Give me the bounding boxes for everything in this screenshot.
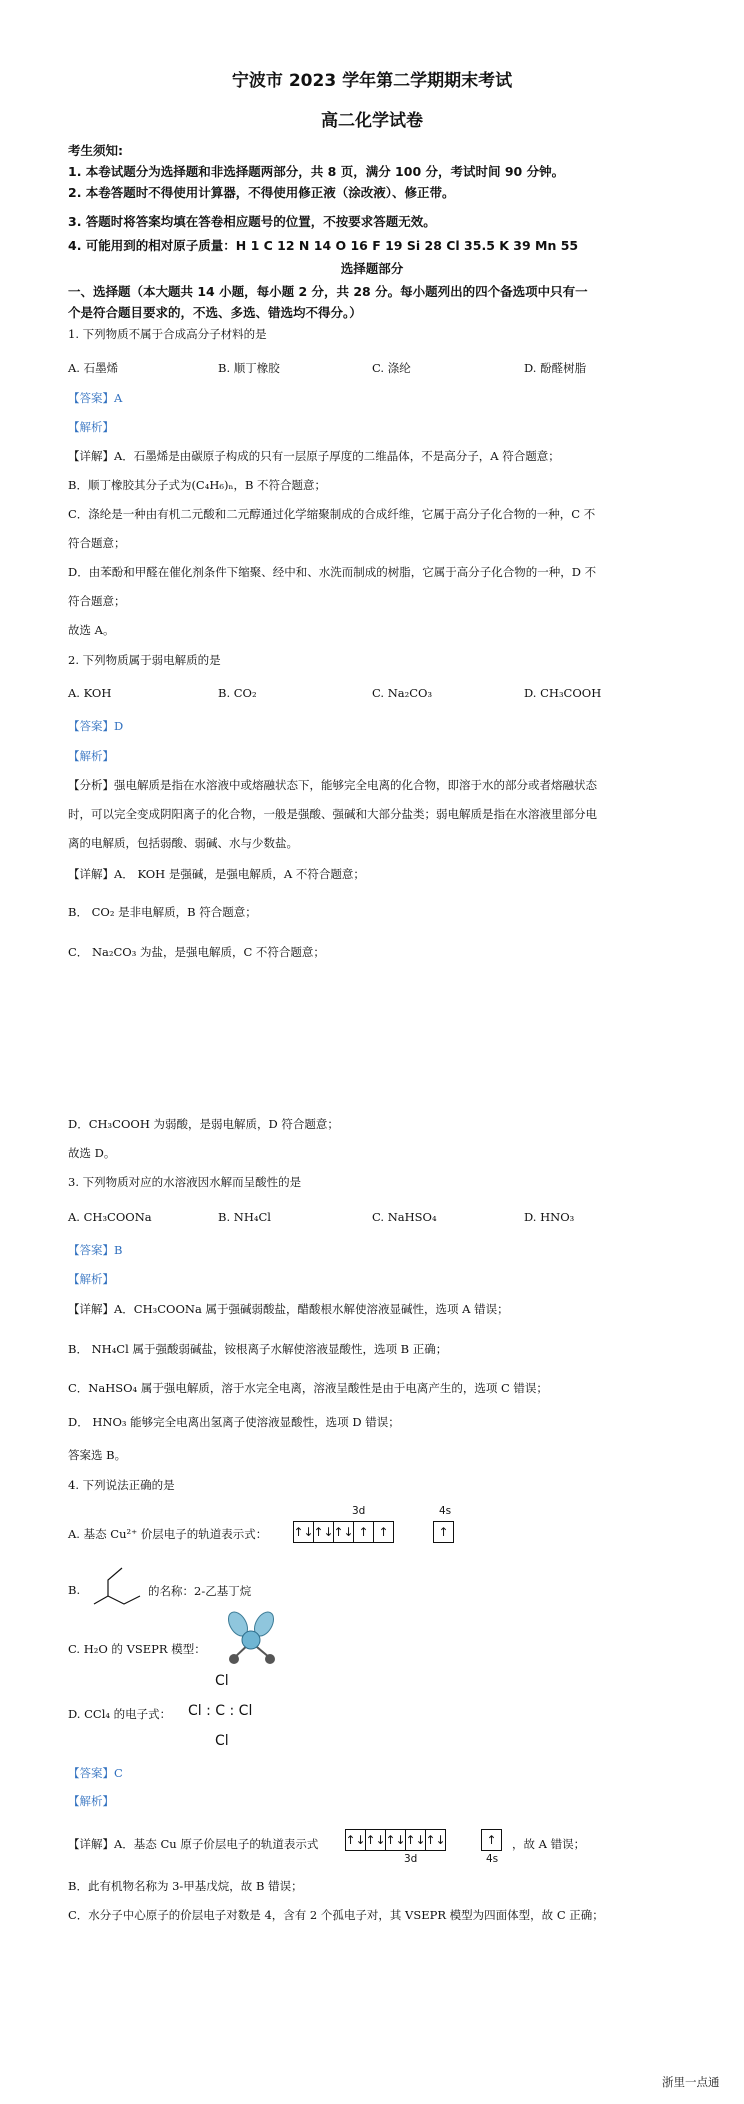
q3-option-a: A. CH₃COONa <box>68 1210 152 1224</box>
q2-detail-4: D．CH₃COOH 为弱酸，是弱电解质，D 符合题意； <box>68 1117 339 1131</box>
section-heading-line2: 个是符合题目要求的，不选、多选、错选均不得分。） <box>68 305 362 320</box>
notice-item-3: 3. 答题时将答案均填在答卷相应题号的位置，不按要求答题无效。 <box>68 214 436 229</box>
q3-option-b: B. NH₄Cl <box>218 1210 271 1224</box>
orbital-3d-label-detail: 3d <box>404 1853 418 1865</box>
q1-jiexi: 【解析】 <box>68 420 114 434</box>
orbital-diagram-detail-4s <box>482 1829 502 1851</box>
q4-option-b: 的名称：2-乙基丁烷 <box>148 1584 252 1598</box>
q1-detail-3: C．涤纶是一种由有机二元酸和二元醇通过化学缩聚制成的合成纤维，它属于高分子化合物的一种，C 不 <box>68 507 596 521</box>
orbital-box: ↑↓ <box>385 1829 406 1851</box>
orbital-box: ↑↓ <box>333 1521 354 1543</box>
q4-option-d: D. CCl₄ 的电子式： <box>68 1707 172 1721</box>
q2-detail-1: 【详解】A． KOH 是强碱，是强电解质，A 不符合题意； <box>68 867 365 881</box>
q3-detail-5: 答案选 B。 <box>68 1448 127 1462</box>
q1-detail-1: 【详解】A．石墨烯是由碳原子构成的只有一层原子厚度的二维晶体，不是高分子，A 符合题意； <box>68 449 560 463</box>
exam-title: 宁波市 2023 学年第二学期期末考试 <box>231 71 513 91</box>
q2-analysis-3: 离的电解质，包括弱酸、弱碱、水与少数盐。 <box>68 836 298 850</box>
q2-detail-3: C． Na₂CO₃ 为盐，是强电解质，C 不符合题意； <box>68 945 325 959</box>
section-heading-line1: 一、选择题（本大题共 14 小题，每小题 2 分，共 28 分。每小题列出的四个备选项中只有一 <box>68 284 588 299</box>
q2-option-c: C. Na₂CO₃ <box>372 686 433 700</box>
q1-detail-2: B．顺丁橡胶其分子式为(C₄H₆)ₙ，B 不符合题意； <box>68 478 327 492</box>
vsepr-model-icon <box>222 1608 282 1668</box>
lewis-cl-bottom: Cl <box>215 1733 229 1749</box>
orbital-diagram-detail <box>346 1829 446 1851</box>
q3-jiexi: 【解析】 <box>68 1272 114 1286</box>
q2-analysis-2: 时，可以完全变成阴阳离子的化合物，一般是强酸、强碱和大部分盐类；弱电解质是指在水溶液里部分电 <box>68 807 597 821</box>
orbital-box: ↑↓ <box>293 1521 314 1543</box>
q1-stem: 1. 下列物质不属于合成高分子材料的是 <box>68 327 267 341</box>
q4-option-c: C. H₂O 的 VSEPR 模型： <box>68 1642 206 1656</box>
orbital-box: ↑ <box>481 1829 502 1851</box>
q4-answer: 【答案】C <box>68 1766 123 1780</box>
lewis-cl-top: Cl <box>215 1673 229 1689</box>
q2-jiexi: 【解析】 <box>68 749 114 763</box>
q3-detail-1: 【详解】A．CH₃COONa 属于强碱弱酸盐，醋酸根水解使溶液显碱性，选项 A 错误； <box>68 1302 509 1316</box>
orbital-3d-label: 3d <box>352 1505 366 1517</box>
q3-stem: 3. 下列物质对应的水溶液因水解而呈酸性的是 <box>68 1175 302 1189</box>
q1-option-b: B. 顺丁橡胶 <box>218 361 280 375</box>
notice-item-4: 4. 可能用到的相对原子质量：H 1 C 12 N 14 O 16 F 19 Si 28 Cl 35.5 K 39 Mn 55 <box>68 238 579 253</box>
notice-heading: 考生须知: <box>68 143 123 158</box>
q1-option-a: A. 石墨烯 <box>68 361 119 375</box>
q3-answer: 【答案】B <box>68 1243 123 1257</box>
q1-answer: 【答案】A <box>68 391 123 405</box>
q2-analysis-1: 【分析】强电解质是指在水溶液中或熔融状态下，能够完全电离的化合物，即溶于水的部分或者熔融状态 <box>68 778 597 792</box>
q1-option-d: D. 酚醛树脂 <box>524 361 587 375</box>
orbital-box: ↑ <box>353 1521 374 1543</box>
q3-detail-4: D． HNO₃ 能够完全电离出氢离子使溶液显酸性，选项 D 错误； <box>68 1415 400 1429</box>
q2-answer: 【答案】D <box>68 719 124 733</box>
q3-detail-3: C．NaHSO₄ 属于强电解质，溶于水完全电离，溶液呈酸性是由于电离产生的，选项 C 错误； <box>68 1381 548 1395</box>
q3-option-c: C. NaHSO₄ <box>372 1210 437 1224</box>
exam-subtitle: 高二化学试卷 <box>321 111 423 131</box>
orbital-box: ↑↓ <box>313 1521 334 1543</box>
q1-detail-5: D．由苯酚和甲醛在催化剂条件下缩聚、经中和、水洗而制成的树脂，它属于高分子化合物的一种，D 不 <box>68 565 597 579</box>
orbital-box: ↑↓ <box>345 1829 366 1851</box>
q4-option-b-prefix: B. <box>68 1583 81 1597</box>
q1-detail-7: 故选 A。 <box>68 623 115 637</box>
notice-item-2: 2. 本卷答题时不得使用计算器，不得使用修正液（涂改液）、修正带。 <box>68 185 455 200</box>
q4-stem: 4. 下列说法正确的是 <box>68 1478 175 1492</box>
part-heading: 选择题部分 <box>340 261 404 276</box>
skeletal-structure-icon <box>88 1562 148 1606</box>
orbital-box: ↑↓ <box>365 1829 386 1851</box>
q1-option-c: C. 涤纶 <box>372 361 411 375</box>
notice-item-1: 1. 本卷试题分为选择题和非选择题两部分，共 8 页，满分 100 分，考试时间 90 分钟。 <box>68 164 565 179</box>
q4-option-a: A. 基态 Cu²⁺ 价层电子的轨道表示式： <box>68 1527 268 1541</box>
q4-detail-b: B．此有机物名称为 3-甲基戊烷，故 B 错误； <box>68 1879 303 1893</box>
q2-option-a: A. KOH <box>68 686 112 700</box>
q2-detail-2: B． CO₂ 是非电解质，B 符合题意； <box>68 905 257 919</box>
q4-detail-c: C．水分子中心原子的价层电子对数是 4，含有 2 个孤电子对，其 VSEPR 模型为四面体型，故 C 正确； <box>68 1908 604 1922</box>
lewis-cl-c-cl: Cl : C : Cl <box>188 1703 253 1719</box>
orbital-4s-label-detail: 4s <box>486 1853 499 1865</box>
q4-detail-a-prefix: 【详解】A．基态 Cu 原子价层电子的轨道表示式 <box>68 1837 319 1851</box>
footer-watermark: 浙里一点通 <box>662 2075 720 2089</box>
orbital-diagram-a-4s <box>434 1521 454 1543</box>
q1-detail-4: 符合题意； <box>68 536 126 550</box>
orbital-box: ↑ <box>433 1521 454 1543</box>
q4-jiexi: 【解析】 <box>68 1794 114 1808</box>
q2-option-d: D. CH₃COOH <box>524 686 602 700</box>
q2-option-b: B. CO₂ <box>218 686 257 700</box>
orbital-box: ↑ <box>373 1521 394 1543</box>
q1-detail-6: 符合题意； <box>68 594 126 608</box>
q2-stem: 2. 下列物质属于弱电解质的是 <box>68 653 221 667</box>
q4-detail-a-suffix: ，故 A 错误； <box>512 1837 586 1851</box>
q3-option-d: D. HNO₃ <box>524 1210 575 1224</box>
orbital-4s-label: 4s <box>439 1505 452 1517</box>
q3-detail-2: B． NH₄Cl 属于强酸弱碱盐，铵根离子水解使溶液显酸性，选项 B 正确； <box>68 1342 448 1356</box>
q2-detail-5: 故选 D。 <box>68 1146 116 1160</box>
orbital-diagram-a <box>294 1521 394 1543</box>
orbital-box: ↑↓ <box>405 1829 426 1851</box>
orbital-box: ↑↓ <box>425 1829 446 1851</box>
